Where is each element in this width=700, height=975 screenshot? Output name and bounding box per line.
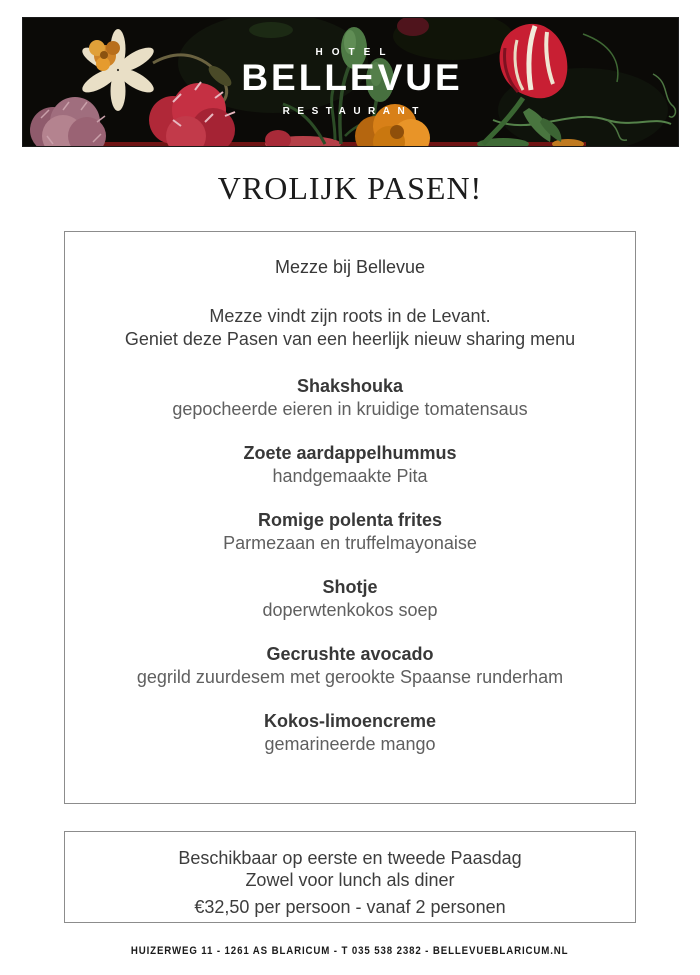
- menu-intro-line: Mezze vindt zijn roots in de Levant.: [209, 306, 491, 326]
- menu-intro-title: Mezze bij Bellevue: [274, 257, 426, 277]
- menu-item: [65, 509, 635, 555]
- availability-line: Zowel voor lunch als diner: [245, 870, 455, 890]
- dish-name: Shotje: [322, 577, 378, 597]
- brand-name: BELLEVUE: [241, 57, 463, 98]
- header-banner: [23, 18, 678, 146]
- dish-description: handgemaakte Pita: [272, 466, 428, 486]
- dish-description: gegrild zuurdesem met gerookte Spaanse runderham: [136, 667, 564, 687]
- hotel-label: HOTEL: [315, 47, 395, 58]
- menu-box: [64, 231, 636, 804]
- dish-name: Shakshouka: [296, 376, 404, 396]
- hero-text: [23, 18, 678, 146]
- dish-description: gepocheerde eieren in kruidige tomatensaus: [172, 399, 528, 419]
- menu-item: [65, 576, 635, 622]
- footer-address: HUIZERWEG 11 - 1261 AS BLARICUM - T 035 538 2382 - BELLEVUEBLARICUM.NL: [131, 945, 569, 957]
- menu-item: [65, 710, 635, 756]
- availability-box: [64, 831, 636, 923]
- dish-name: Kokos-limoencreme: [263, 711, 437, 731]
- menu-intro: [65, 305, 635, 351]
- menu-item: [65, 643, 635, 689]
- restaurant-label: RESTAURANT: [282, 106, 426, 117]
- menu-item: [65, 375, 635, 421]
- dish-description: doperwtenkokos soep: [262, 600, 438, 620]
- dish-name: Romige polenta frites: [257, 510, 443, 530]
- menu-item: [65, 442, 635, 488]
- menu-intro-line: Geniet deze Pasen van een heerlijk nieuw sharing menu: [124, 329, 576, 349]
- availability-line: Beschikbaar op eerste en tweede Paasdag: [178, 848, 522, 868]
- dish-description: gemarineerde mango: [264, 734, 436, 754]
- footer: [0, 941, 700, 959]
- dish-name: Zoete aardappelhummus: [243, 443, 457, 463]
- dish-name: Gecrushte avocado: [266, 644, 434, 664]
- page-title: VROLIJK PASEN!: [217, 170, 483, 206]
- dish-description: Parmezaan en truffelmayonaise: [223, 533, 477, 553]
- price-line: €32,50 per persoon - vanaf 2 personen: [194, 897, 506, 917]
